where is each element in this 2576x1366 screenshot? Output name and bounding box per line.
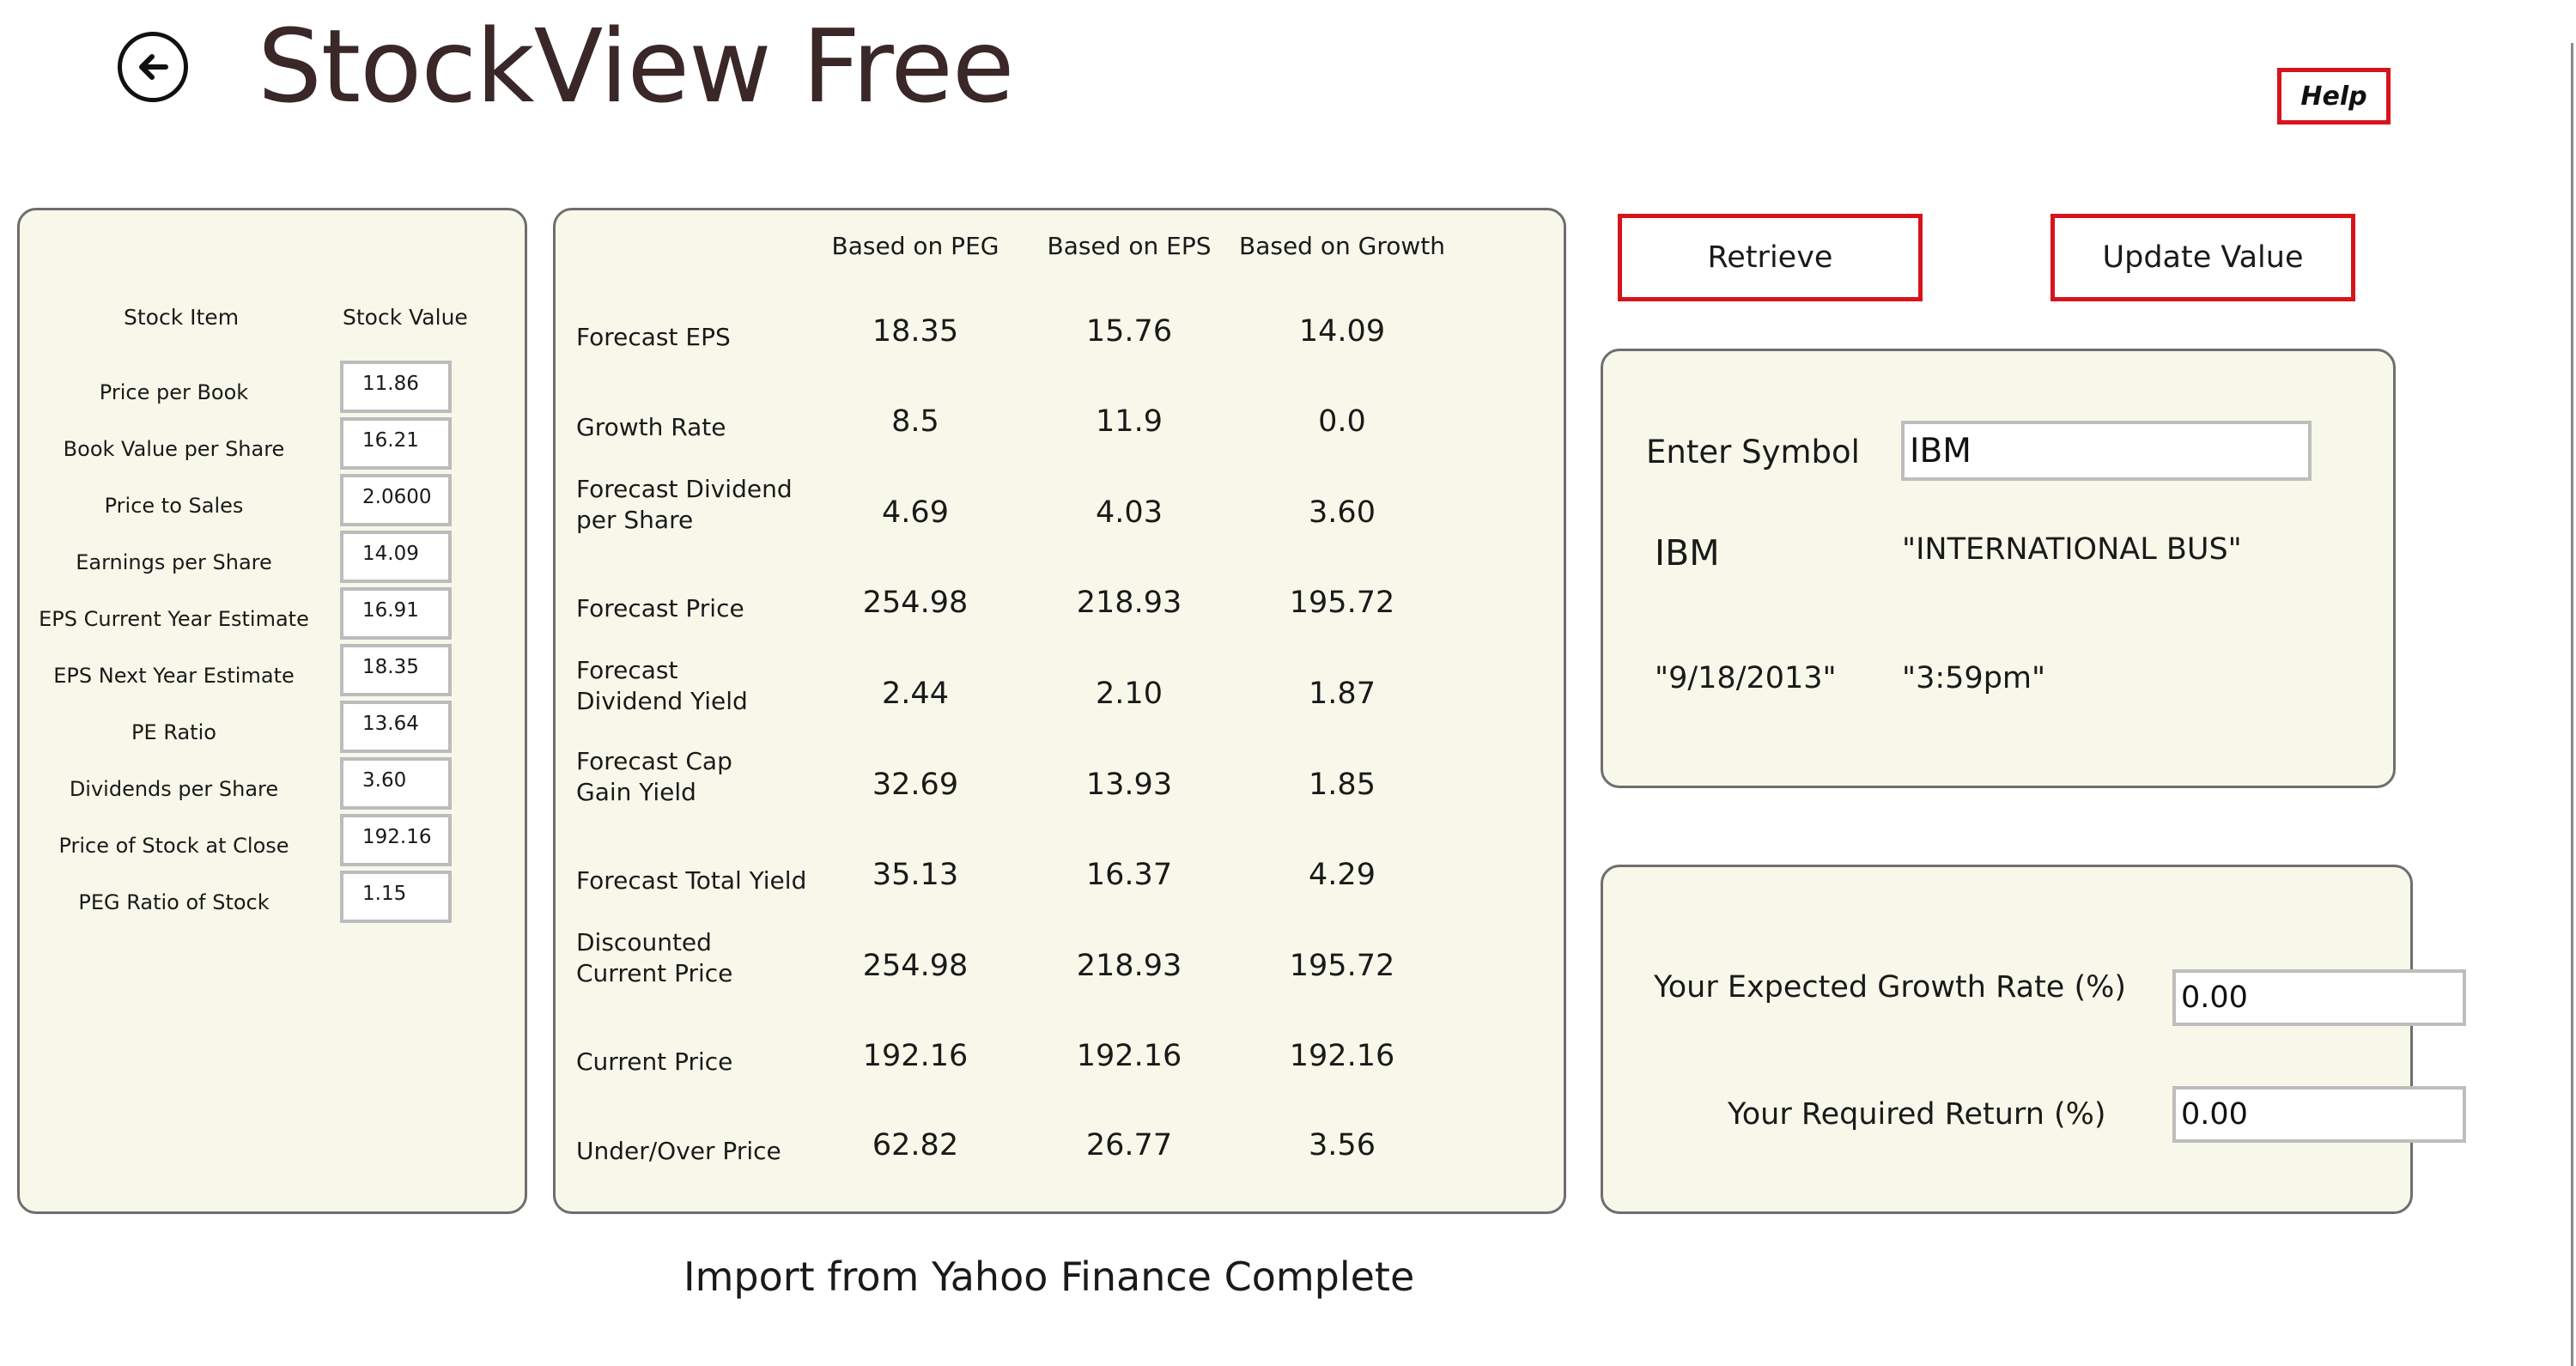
stock-value-field[interactable]: 16.91 — [340, 587, 452, 640]
stock-item-label: Earnings per Share — [76, 550, 272, 574]
valuation-value: 195.72 — [1289, 949, 1395, 983]
valuation-value: 8.5 — [891, 404, 939, 439]
stock-item-label: Book Value per Share — [63, 437, 285, 461]
stock-value-field[interactable]: 192.16 — [340, 814, 452, 866]
valuation-value: 1.87 — [1309, 677, 1376, 711]
valuation-value: 195.72 — [1289, 586, 1395, 620]
valuation-row-label: Forecast EPS — [576, 323, 731, 351]
valuation-value: 3.60 — [1309, 495, 1376, 530]
valuation-value: 11.9 — [1096, 404, 1163, 439]
symbol-input[interactable] — [1901, 421, 2312, 481]
growth-rate-input[interactable] — [2172, 969, 2466, 1026]
stock-item-label: Price to Sales — [104, 494, 244, 518]
valuation-value: 32.69 — [872, 768, 959, 802]
enter-symbol-label: Enter Symbol — [1646, 434, 1860, 471]
valuation-row-label: Growth Rate — [576, 413, 726, 441]
back-button[interactable] — [118, 32, 188, 102]
stock-value-header: Stock Value — [343, 305, 468, 330]
valuation-value: 1.85 — [1309, 768, 1376, 802]
valuation-value: 0.0 — [1318, 404, 1366, 439]
required-return-label: Your Required Return (%) — [1728, 1097, 2106, 1132]
column-header-peg: Based on PEG — [831, 232, 999, 260]
retrieve-button[interactable]: Retrieve — [1618, 214, 1923, 301]
valuation-value: 192.16 — [1076, 1039, 1182, 1073]
column-header-eps: Based on EPS — [1047, 232, 1212, 260]
stock-value-field[interactable]: 13.64 — [340, 701, 452, 753]
valuation-value: 4.29 — [1309, 858, 1376, 892]
valuation-value: 62.82 — [872, 1128, 959, 1163]
valuation-value: 18.35 — [872, 314, 959, 349]
valuation-value: 26.77 — [1085, 1128, 1173, 1163]
valuation-value: 192.16 — [1289, 1039, 1395, 1073]
stock-value-field[interactable]: 3.60 — [340, 757, 452, 810]
expectations-panel — [1601, 865, 2413, 1214]
valuation-value: 254.98 — [862, 949, 969, 983]
valuation-row-label: Forecast Price — [576, 594, 744, 622]
valuation-value: 218.93 — [1076, 586, 1182, 620]
valuation-value: 254.98 — [862, 586, 969, 620]
stock-item-label: PE Ratio — [131, 720, 216, 744]
company-name: "INTERNATIONAL BUS" — [1902, 532, 2242, 567]
valuation-value: 13.93 — [1085, 768, 1173, 802]
valuation-row-label: Forecast Cap Gain Yield — [576, 747, 732, 806]
stock-value-field[interactable]: 2.0600 — [340, 474, 452, 526]
stock-value-field[interactable]: 14.09 — [340, 531, 452, 583]
update-value-button[interactable]: Update Value — [2050, 214, 2355, 301]
valuation-value: 218.93 — [1076, 949, 1182, 983]
stock-item-label: PEG Ratio of Stock — [78, 890, 270, 914]
valuation-value: 4.69 — [882, 495, 949, 530]
stock-value-field[interactable]: 1.15 — [340, 871, 452, 923]
valuation-value: 192.16 — [862, 1039, 969, 1073]
stock-value-field[interactable]: 18.35 — [340, 644, 452, 696]
status-message: Import from Yahoo Finance Complete — [683, 1254, 1415, 1300]
quote-date: "9/18/2013" — [1655, 661, 1837, 695]
valuation-value: 2.44 — [882, 677, 949, 711]
stock-item-label: EPS Current Year Estimate — [39, 607, 309, 631]
valuation-value: 3.56 — [1309, 1128, 1376, 1163]
stock-item-header: Stock Item — [124, 305, 240, 330]
valuation-row-label: Current Price — [576, 1047, 733, 1076]
quote-time: "3:59pm" — [1902, 661, 2046, 695]
stock-item-label: EPS Next Year Estimate — [53, 664, 295, 688]
stock-item-label: Price of Stock at Close — [58, 834, 289, 858]
stock-item-label: Dividends per Share — [69, 777, 279, 801]
required-return-input[interactable] — [2172, 1086, 2466, 1143]
valuation-value: 15.76 — [1085, 314, 1173, 349]
stock-item-label: Price per Book — [99, 380, 249, 404]
window-edge — [2571, 43, 2573, 1366]
valuation-value: 4.03 — [1096, 495, 1163, 530]
help-button[interactable]: Help — [2277, 68, 2391, 124]
valuation-row-label: Discounted Current Price — [576, 928, 733, 987]
valuation-value: 35.13 — [872, 858, 959, 892]
growth-rate-label: Your Expected Growth Rate (%) — [1654, 970, 2127, 1005]
valuation-row-label: Forecast Dividend Yield — [576, 656, 748, 715]
symbol-text: IBM — [1655, 532, 1720, 574]
valuation-value: 2.10 — [1096, 677, 1163, 711]
valuation-value: 16.37 — [1085, 858, 1173, 892]
symbol-panel — [1601, 349, 2396, 788]
valuation-value: 14.09 — [1298, 314, 1386, 349]
app-title: StockView Free — [258, 7, 1014, 125]
valuation-row-label: Under/Over Price — [576, 1137, 781, 1165]
back-arrow-icon — [131, 46, 174, 88]
column-header-growth: Based on Growth — [1239, 232, 1445, 260]
stock-value-field[interactable]: 11.86 — [340, 361, 452, 413]
valuation-row-label: Forecast Dividend per Share — [576, 475, 793, 534]
valuation-row-label: Forecast Total Yield — [576, 866, 807, 895]
stock-value-field[interactable]: 16.21 — [340, 417, 452, 470]
